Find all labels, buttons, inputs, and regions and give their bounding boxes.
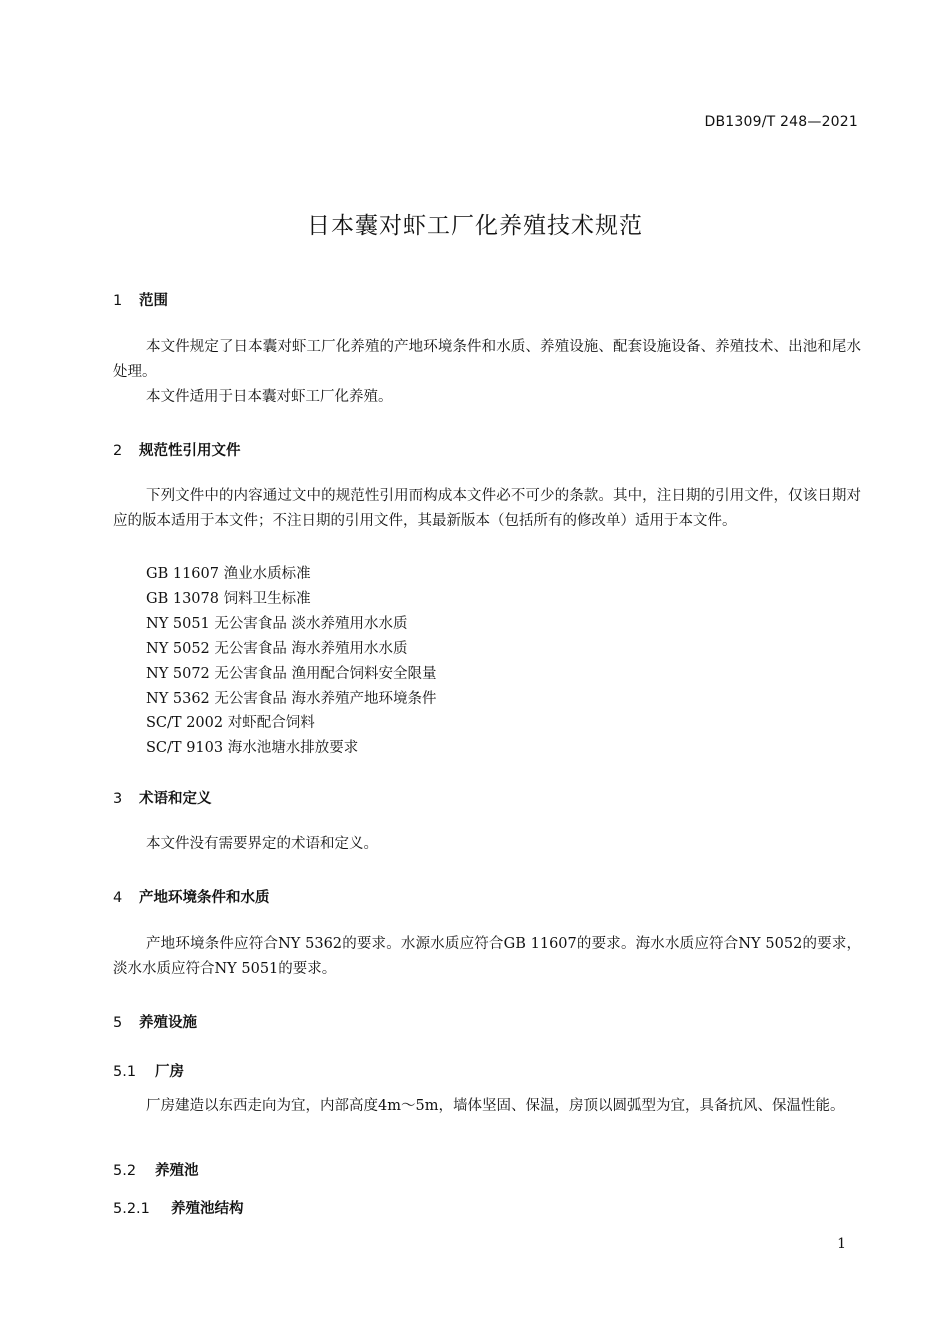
section-number: 5 bbox=[113, 1015, 123, 1031]
paragraph: 下列文件中的内容通过文中的规范性引用而构成本文件必不可少的条款。其中，注日期的引用文件，仅该日期对应的版本适用于本文件；不注日期的引用文件，其最新版本（包括所有的修改单）适用于本文件。 bbox=[113, 488, 861, 529]
section-heading-1 bbox=[113, 289, 168, 310]
page-number: 1 bbox=[837, 1236, 846, 1252]
section-number: 3 bbox=[113, 791, 123, 807]
section-title: 范围 bbox=[139, 293, 168, 309]
section-title: 养殖设施 bbox=[139, 1015, 197, 1031]
paragraph: 本文件适用于日本囊对虾工厂化养殖。 bbox=[146, 389, 393, 405]
section-number: 1 bbox=[113, 293, 123, 309]
subsection-number: 5.2.1 bbox=[113, 1201, 150, 1217]
document-title: 日本囊对虾工厂化养殖技术规范 bbox=[307, 213, 643, 239]
subsection-title: 厂房 bbox=[155, 1064, 184, 1080]
section-heading-4 bbox=[113, 886, 270, 907]
paragraph: 本文件没有需要界定的术语和定义。 bbox=[146, 836, 378, 852]
reference-item: NY 5362 无公害食品 海水养殖产地环境条件 bbox=[146, 691, 437, 707]
paragraph: 产地环境条件应符合NY 5362的要求。水源水质应符合GB 11607的要求。海水水质应符合NY 5052的要求，淡水水质应符合NY 5051的要求。 bbox=[113, 936, 861, 977]
subsection-number: 5.2 bbox=[113, 1163, 137, 1179]
reference-item: GB 11607 渔业水质标准 bbox=[146, 566, 311, 582]
subsection-title: 养殖池 bbox=[155, 1163, 199, 1179]
section-heading-5 bbox=[113, 1011, 197, 1032]
reference-item: NY 5072 无公害食品 渔用配合饲料安全限量 bbox=[146, 666, 437, 682]
section-title: 规范性引用文件 bbox=[139, 443, 241, 459]
reference-item: SC/T 2002 对虾配合饲料 bbox=[146, 715, 315, 731]
section-title: 术语和定义 bbox=[139, 791, 212, 807]
reference-item: NY 5051 无公害食品 淡水养殖用水水质 bbox=[146, 616, 408, 632]
standard-code: DB1309/T 248—2021 bbox=[704, 114, 858, 130]
subsection-heading-5-2-1 bbox=[113, 1197, 244, 1218]
section-heading-2 bbox=[113, 439, 241, 460]
paragraph: 厂房建造以东西走向为宜，内部高度4m～5m，墙体坚固、保温，房顶以圆弧型为宜，具备抗风、保温性能。 bbox=[146, 1098, 845, 1114]
paragraph: 本文件规定了日本囊对虾工厂化养殖的产地环境条件和水质、养殖设施、配套设施设备、养殖技术、出池和尾水处理。 bbox=[113, 339, 861, 380]
subsection-heading-5-1 bbox=[113, 1060, 184, 1081]
section-number: 2 bbox=[113, 443, 123, 459]
subsection-title: 养殖池结构 bbox=[171, 1201, 244, 1217]
section-number: 4 bbox=[113, 890, 123, 906]
reference-item: NY 5052 无公害食品 海水养殖用水水质 bbox=[146, 641, 408, 657]
reference-item: SC/T 9103 海水池塘水排放要求 bbox=[146, 740, 359, 756]
subsection-number: 5.1 bbox=[113, 1064, 137, 1080]
subsection-heading-5-2 bbox=[113, 1159, 199, 1180]
section-title: 产地环境条件和水质 bbox=[139, 890, 270, 906]
reference-item: GB 13078 饲料卫生标准 bbox=[146, 591, 311, 607]
section-heading-3 bbox=[113, 787, 212, 808]
